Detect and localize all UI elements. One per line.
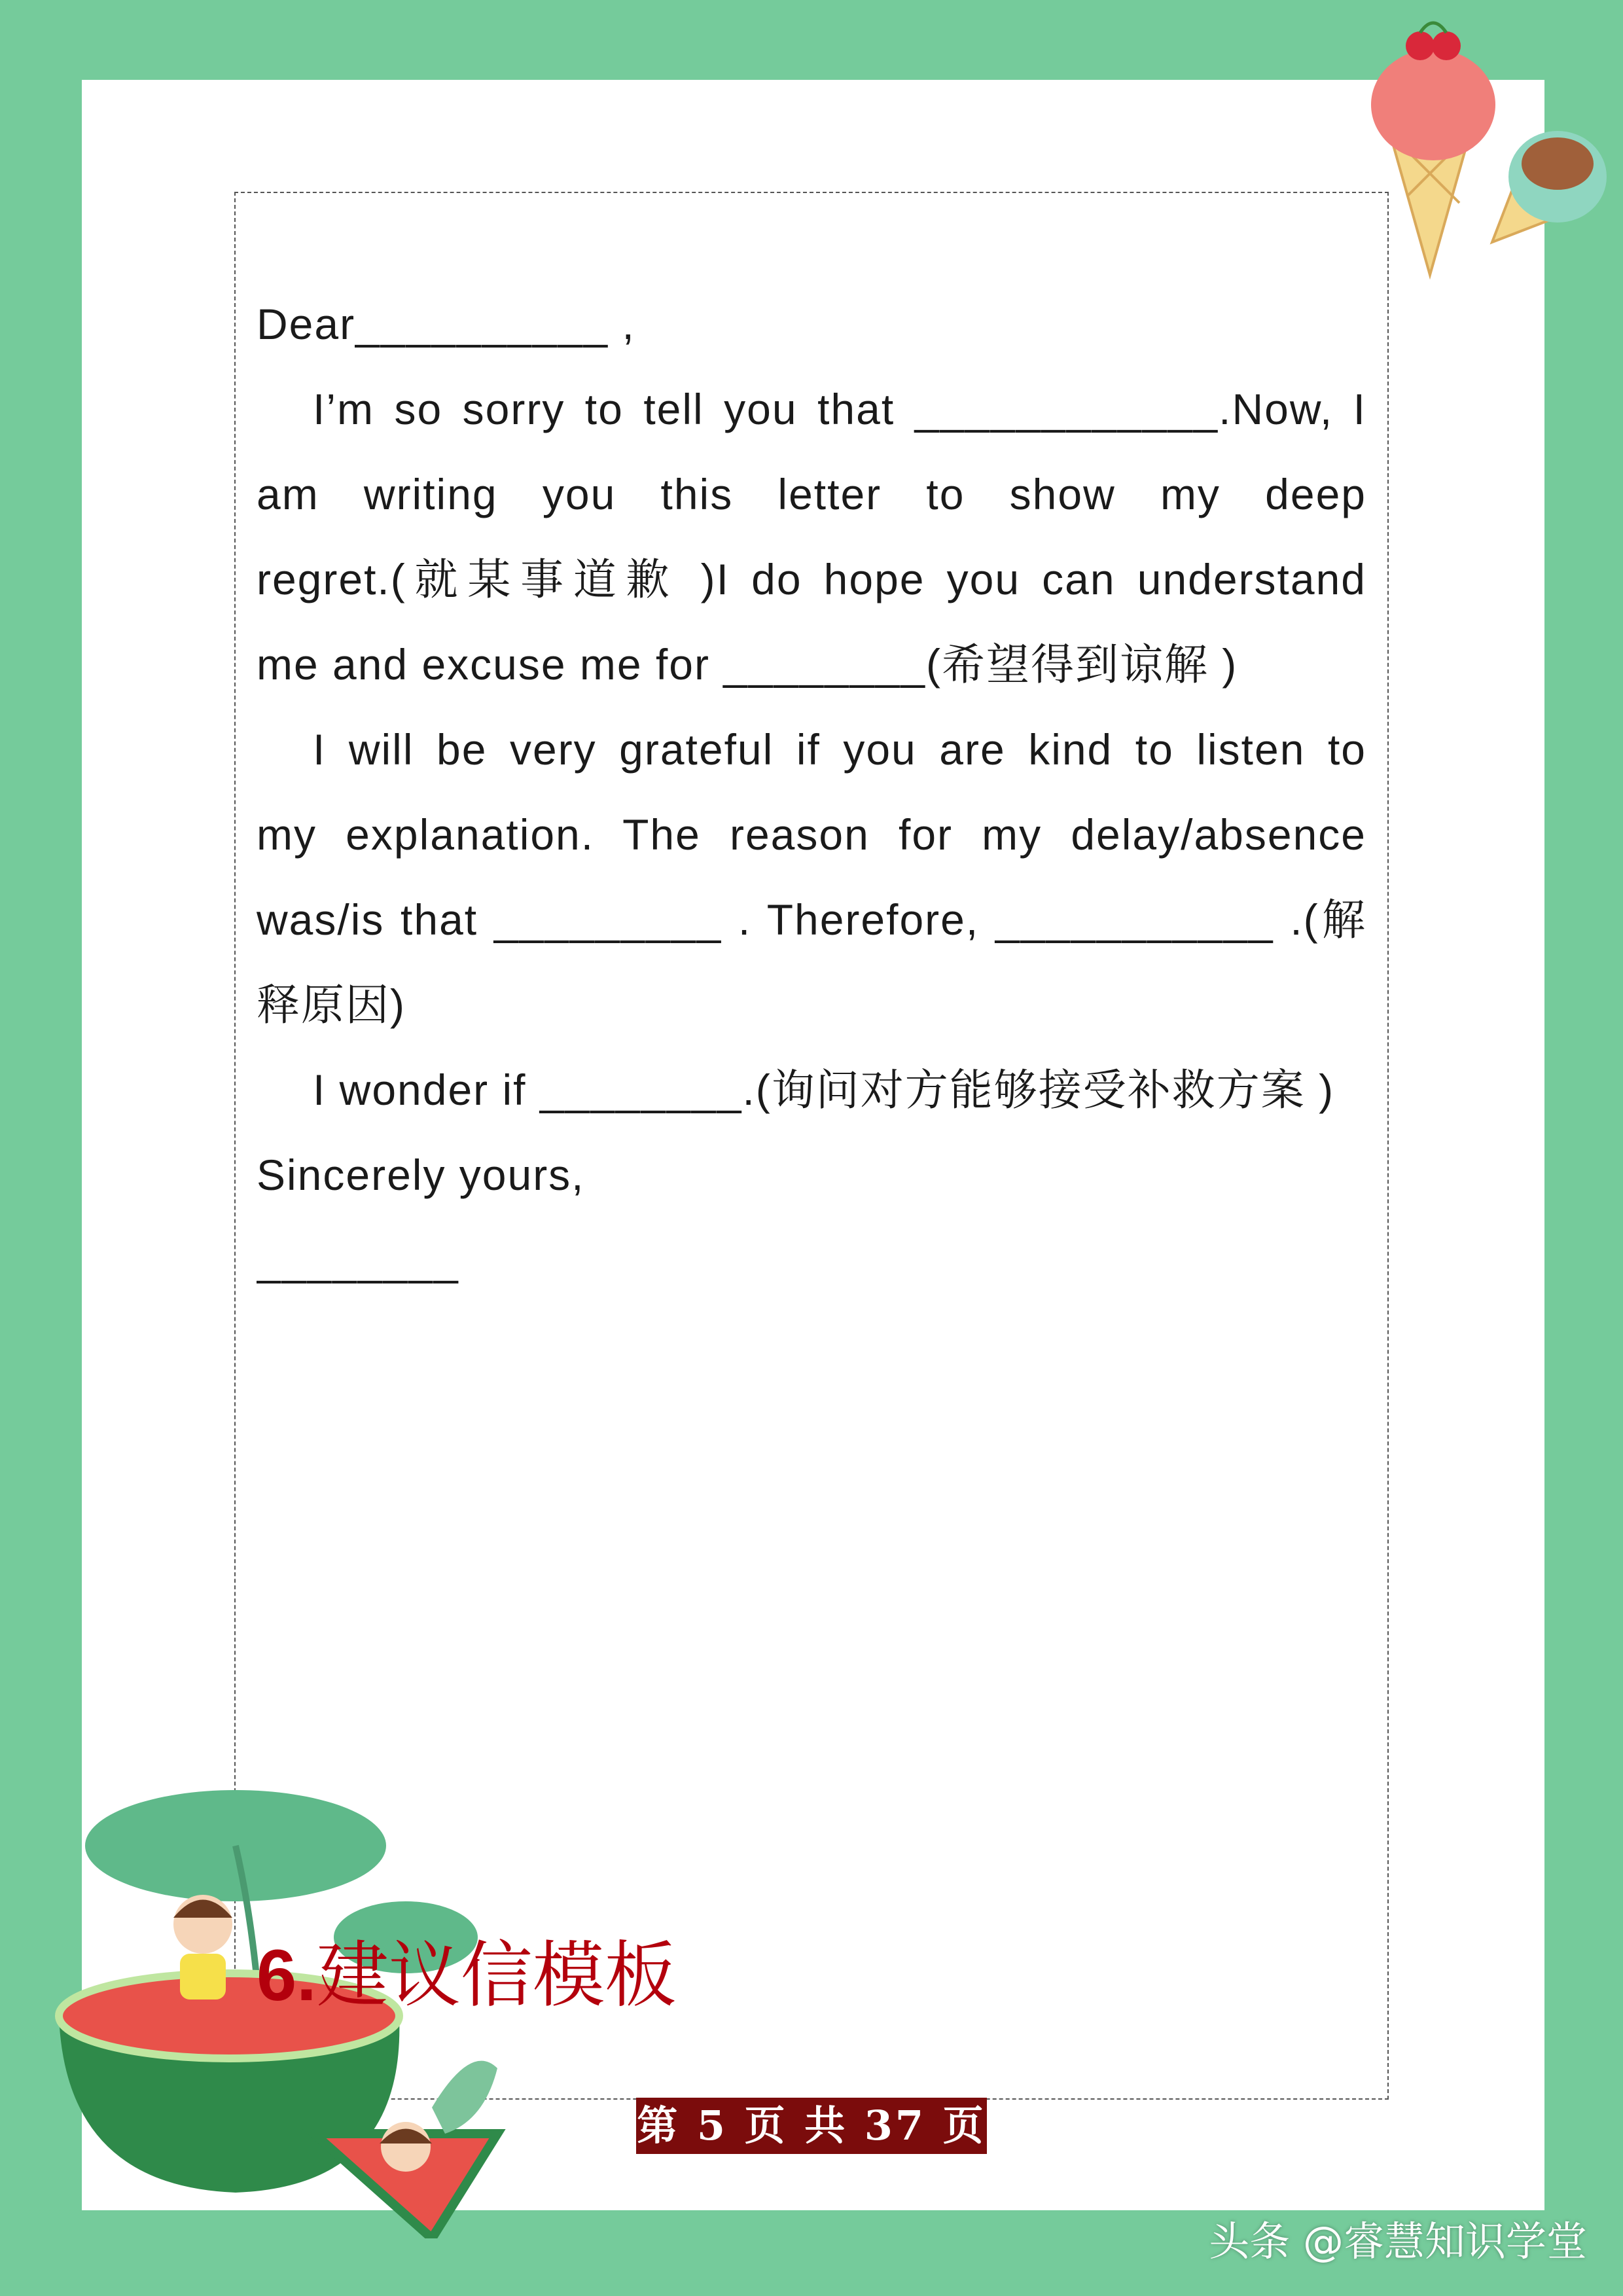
letter-line: am writing you this letter to show my deep xyxy=(257,470,1366,518)
watermark: 头条 @睿慧知识学堂 xyxy=(1209,2217,1587,2265)
letter-body xyxy=(257,281,1366,1302)
ice-cream-icon xyxy=(1361,13,1610,301)
letter-line: I wonder if ________.(询问对方能够接受补救方案 ) xyxy=(313,1066,1335,1114)
page-number-badge: 第 5 页 共 37 页 xyxy=(636,2098,987,2154)
salutation-line: Dear__________ , xyxy=(257,300,635,348)
signature-line: ________ xyxy=(257,1236,459,1284)
letter-line: me and excuse me for ________(希望得到谅解 ) xyxy=(257,640,1238,689)
closing-line: Sincerely yours, xyxy=(257,1151,585,1199)
letter-line: regret.(就某事道歉 )I do hope you can understand xyxy=(257,555,1366,603)
section-title: 建议信模板 xyxy=(316,1933,677,2017)
letter-line: was/is that _________ . Therefore, ___________ .(解 xyxy=(257,895,1366,944)
letter-line: 释原因) xyxy=(257,980,406,1029)
letter-line: my explanation. The reason for my delay/absence xyxy=(257,810,1366,859)
letter-line: I will be very grateful if you are kind to listen to xyxy=(313,725,1366,774)
section-number: 6. xyxy=(257,1935,317,2016)
letter-line: I’m so sorry to tell you that ____________.Now, I xyxy=(313,385,1366,433)
section-heading xyxy=(257,1918,677,2021)
